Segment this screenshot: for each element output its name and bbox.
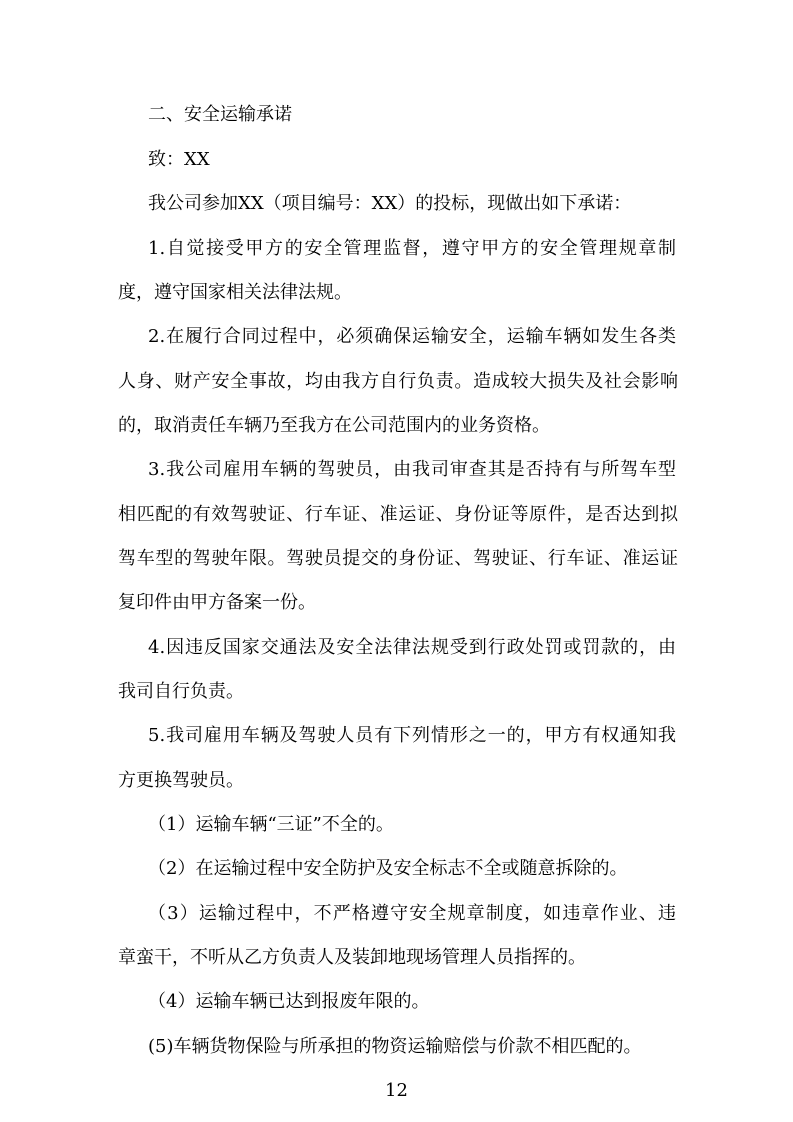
item-1-line-2: 度，遵守国家相关法律法规。: [118, 282, 352, 303]
item-3-line-1: 3.我公司雇用车辆的驾驶员，由我司审查其是否持有与所驾车型: [148, 459, 676, 480]
item-1-line-1: 1.自觉接受甲方的安全管理监督，遵守甲方的安全管理规章制: [148, 238, 676, 259]
item-2-line-2: 人身、财产安全事故，均由我方自行负责。造成较大损失及社会影响: [118, 371, 678, 392]
sub-item-3-line-2: 章蛮干，不听从乙方负责人及装卸地现场管理人员指挥的。: [118, 947, 586, 968]
section-title: 二、安全运输承诺: [148, 104, 292, 125]
item-4-line-2: 我司自行负责。: [118, 681, 244, 702]
item-3-line-3: 驾车型的驾驶年限。驾驶员提交的身份证、驾驶证、行车证、准运证: [118, 548, 678, 569]
sub-item-1: （1）运输车辆“三证”不全的。: [148, 814, 394, 835]
sub-item-5: (5)车辆货物保险与所承担的物资运输赔偿与价款不相匹配的。: [148, 1036, 642, 1057]
sub-item-3-line-1: （3）运输过程中，不严格遵守安全规章制度，如违章作业、违: [148, 903, 676, 924]
addressee: 致：XX: [148, 149, 210, 170]
item-5-line-2: 方更换驾驶员。: [118, 770, 244, 791]
item-3-line-2: 相匹配的有效驾驶证、行车证、准运证、身份证等原件，是否达到拟: [118, 504, 678, 525]
item-3-line-4: 复印件由甲方备案一份。: [118, 592, 316, 613]
intro-paragraph: 我公司参加XX（项目编号：XX）的投标，现做出如下承诺：: [148, 193, 632, 214]
item-4-line-1: 4.因违反国家交通法及安全法律法规受到行政处罚或罚款的，由: [148, 637, 676, 658]
page-number: 12: [385, 1080, 408, 1101]
item-5-line-1: 5.我司雇用车辆及驾驶人员有下列情形之一的，甲方有权通知我: [148, 725, 676, 746]
sub-item-4: （4）运输车辆已达到报废年限的。: [148, 991, 430, 1012]
item-2-line-3: 的，取消责任车辆乃至我方在公司范围内的业务资格。: [118, 415, 550, 436]
item-2-line-1: 2.在履行合同过程中，必须确保运输安全，运输车辆如发生各类: [148, 326, 676, 347]
sub-item-2: （2）在运输过程中安全防护及安全标志不全或随意拆除的。: [148, 858, 628, 879]
